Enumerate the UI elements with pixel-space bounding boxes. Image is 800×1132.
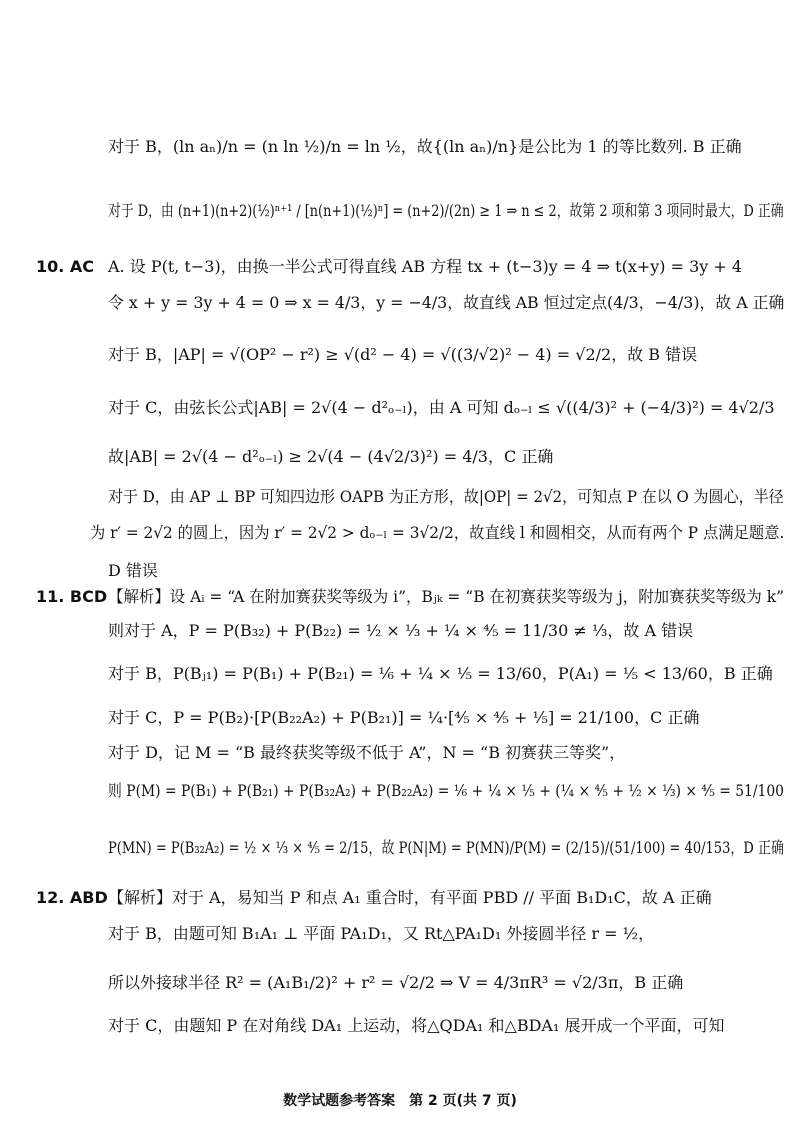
text-line: 对于 D，记 M = “B 最终获奖等级不低于 A”，N = “B 初赛获三等奖”， <box>108 743 626 762</box>
text-line: 对于 B，(ln aₙ)/n = (n ln ½)/n = ln ½，故{(ln aₙ)/n}是公比为 1 的等比数列. B 正确 <box>108 137 742 156</box>
text-line: 对于 B，P(Bⱼ₁) = P(B₁) + P(B₂₁) = ⅙ + ¼ × ⅕ = 13/60，P(A₁) = ⅕ < 13/60，B 正确 <box>108 664 773 683</box>
text-line: 对于 D，由 AP ⊥ BP 可知四边形 OAPB 为正方形，故|OP| = 2√2，可知点 P 在以 O 为圆心，半径 <box>108 487 784 506</box>
text-line: 为 r′ = 2√2 的圆上，因为 r′ = 2√2 > dₒ₋ₗ = 3√2/2，故直线 l 和圆相交，从而有两个 P 点满足题意. <box>90 523 785 542</box>
text-line: 则 P(M) = P(B₁) + P(B₂₁) + P(B₃₂A₂) + P(B₂₂A₂) = ⅙ + ¼ × ⅕ + (¼ × ⅘ + ½ × ⅓) × ⅘ = 51/100 <box>108 781 784 800</box>
text-line: 对于 C，P = P(B₂)·[P(B₂₂A₂) + P(B₂₁)] = ¼·[⅘ × ⅘ + ⅕] = 21/100，C 正确 <box>108 708 700 727</box>
text-line: 对于 B，|AP| = √(OP² − r²) ≥ √(d² − 4) = √((3/√2)² − 4) = √2/2，故 B 错误 <box>108 345 698 364</box>
text-line: 对于 D，由 (n+1)(n+2)(½)ⁿ⁺¹ / [n(n+1)(½)ⁿ] = (n+2)/(2n) ≥ 1 ⇒ n ≤ 2，故第 2 项和第 3 项同时最大，D 正确 <box>108 201 784 220</box>
page-footer: 数学试题参考答案 第 2 页(共 7 页) <box>283 1093 517 1109</box>
text-line: 令 x + y = 3y + 4 = 0 ⇒ x = 4/3，y = −4/3，故直线 AB 恒过定点(4/3，−4/3)，故 A 正确 <box>108 293 785 312</box>
text-line: 【解析】设 Aᵢ = “A 在附加赛获奖等级为 i”，Bⱼₖ = “B 在初赛获奖等级为 j，附加赛获奖等级为 k” <box>108 587 785 606</box>
text-line: 故|AB| = 2√(4 − d²ₒ₋ₗ) ≥ 2√(4 − (4√2/3)²) = 4/3，C 正确 <box>108 447 554 466</box>
question-number: 10. AC <box>36 257 95 276</box>
text-line: 对于 C，由弦长公式|AB| = 2√(4 − d²ₒ₋ₗ)，由 A 可知 dₒ₋ₗ ≤ √((4/3)² + (−4/3)²) = 4√2/3 <box>108 398 775 417</box>
text-line: 则对于 A，P = P(B₃₂) + P(B₂₂) = ½ × ⅓ + ¼ × ⅘ = 11/30 ≠ ⅓，故 A 错误 <box>108 621 694 640</box>
text-line: 【解析】对于 A，易知当 P 和点 A₁ 重合时，有平面 PBD // 平面 B₁D₁C，故 A 正确 <box>108 888 712 907</box>
text-line: P(MN) = P(B₃₂A₂) = ½ × ⅓ × ⅘ = 2/15，故 P(N|M) = P(MN)/P(M) = (2/15)/(51/100) = 40/153，D 正确 <box>108 838 785 857</box>
text-line: D 错误 <box>108 561 158 580</box>
text-line: A. 设 P(t, t−3)，由换一半公式可得直线 AB 方程 tx + (t−3)y = 4 ⇒ t(x+y) = 3y + 4 <box>108 257 743 276</box>
question-number: 12. ABD <box>36 888 108 907</box>
question-number: 11. BCD <box>36 587 108 606</box>
text-line: 所以外接球半径 R² = (A₁B₁/2)² + r² = √2/2 ⇒ V = 4/3πR³ = √2/3π，B 正确 <box>108 973 684 992</box>
text-line: 对于 B，由题可知 B₁A₁ ⊥ 平面 PA₁D₁，又 Rt△PA₁D₁ 外接圆半径 r = ½， <box>108 924 655 943</box>
text-line: 对于 C，由题知 P 在对角线 DA₁ 上运动，将△QDA₁ 和△BDA₁ 展开成一个平面，可知 <box>108 1016 725 1035</box>
